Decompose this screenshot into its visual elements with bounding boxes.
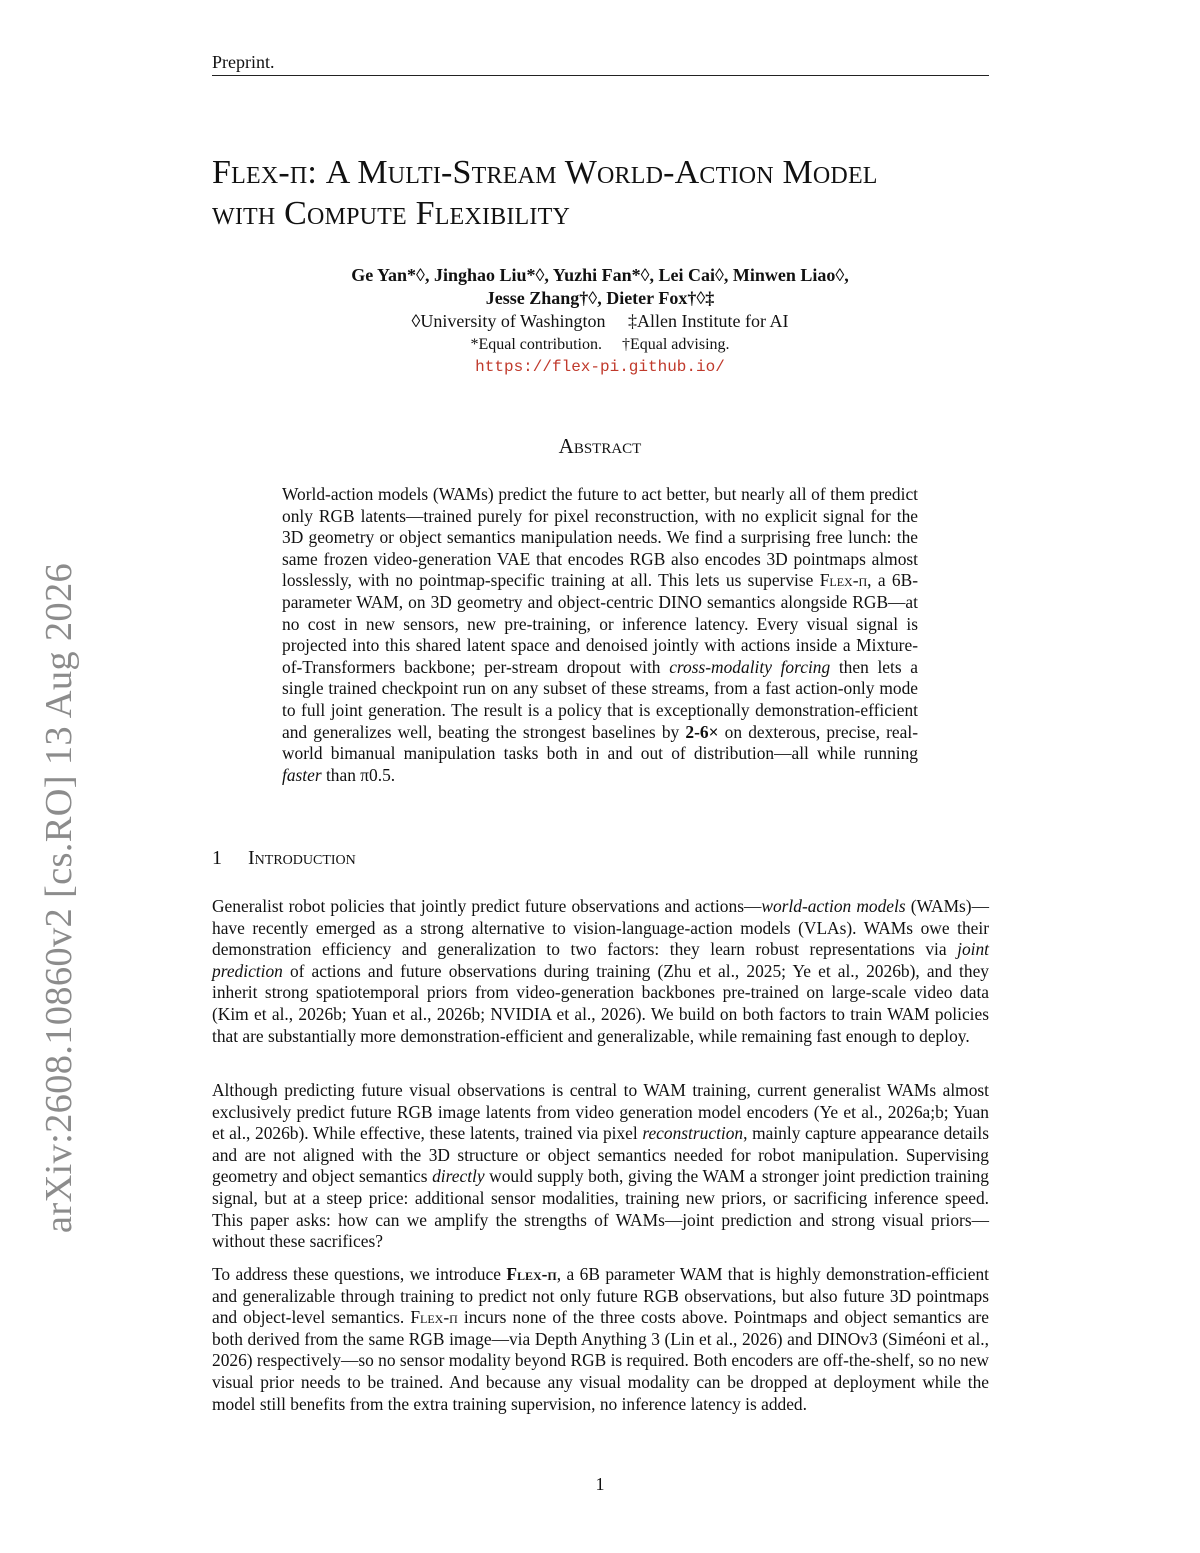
section-number: 1: [212, 847, 222, 869]
intro-paragraph-2: [212, 1080, 989, 1253]
model-name: Flex-π: [819, 570, 868, 591]
section-title: Introduction: [248, 847, 356, 869]
text-segment: (WAMs)—have recently emerged as a strong alternative to vision-language-action models (VLAs). WAMs owe their demonstration efficiency and generalization to two factors: they learn robust representations via: [212, 896, 989, 960]
author-block: [200, 264, 1000, 379]
text-emphasis: reconstruction: [642, 1123, 744, 1144]
authors-line-2: Jesse Zhang†◊, Dieter Fox†◊‡: [485, 288, 715, 308]
intro-paragraph-1: [212, 896, 989, 1047]
abstract-segment: , a 6B-parameter WAM, on 3D geometry and object-centric DINO semantics alongside RGB—at no cost in new sensors, new pre-training, or inference latency. Every visual signal is projected into this shared latent space and denoised jointly with actions inside a Mixture-of-Transformers backbone; per-stream dropout with: [282, 570, 918, 677]
text-segment: , a 6B parameter WAM that is highly demonstration-efficient and generalizable through training to predict not only future RGB observations, but also future 3D pointmaps and object-level semantics.: [212, 1264, 989, 1328]
abstract-segment: World-action models (WAMs) predict the future to act better, but nearly all of them predict only RGB latents—trained purely for pixel reconstruction, with no explicit signal for the 3D geometry or object semantics manipulation needs. We find a surprising free lunch: the same frozen video-generation VAE that encodes RGB also encodes 3D pointmaps almost losslessly, with no pointmap-specific training at all. This lets us supervise: [282, 484, 918, 591]
text-segment: would supply both, giving the WAM a stronger joint prediction training signal, but at a steep price: additional sensor modalities, training new priors, or sacrificing inference speed. This paper asks: how can we amplify the strengths of WAMs—joint prediction and strong visual priors—without these sacrifices?: [212, 1166, 989, 1252]
project-url-link[interactable]: https://flex-pi.github.io/: [475, 358, 725, 376]
text-segment: of actions and future observations during training (Zhu et al., 2025; Ye et al., 2026b), and they inherit strong spatiotemporal priors from video-generation backbones pre-trained on large-scale video data (Kim et al., 2026b; Yuan et al., 2026b; NVIDIA et al., 2026). We build on both factors to train WAM policies that are substantially more demonstration-efficient and generalizable, while remaining fast enough to deploy.: [212, 960, 989, 1046]
paper-title: [212, 152, 1012, 234]
title-line-2: with Compute Flexibility: [212, 195, 570, 232]
title-line-1: Flex-π: A Multi-Stream World-Action Model: [212, 154, 878, 191]
abstract-text: [282, 484, 918, 786]
model-name: Flex-π: [410, 1307, 458, 1328]
abstract-segment: then lets a single trained checkpoint run on any subset of these streams, from a fast action-only mode to full joint generation. The result is a policy that is exceptionally demonstration-efficient and generalizes well, beating the strongest baselines by: [282, 656, 918, 742]
text-emphasis: world-action models: [761, 896, 906, 916]
text-segment: Although predicting future visual observations is central to WAM training, current generalist WAMs almost exclusively predict future RGB image latents from video generation model encoders (Ye et al., 2026a;b; Yuan et al., 2026b). While effective, these latents, trained via pixel: [212, 1080, 989, 1144]
model-name-bold: Flex-π: [506, 1264, 557, 1284]
text-segment: Generalist robot policies that jointly predict future observations and actions—: [212, 896, 762, 916]
abstract-segment: on dexterous, precise, real-world bimanual manipulation tasks both in and out of distribution—all while running: [282, 721, 918, 764]
section-heading: [212, 847, 989, 870]
authors-line-1: Ge Yan*◊, Jinghao Liu*◊, Yuzhi Fan*◊, Lei Cai◊, Minwen Liao◊,: [351, 265, 849, 285]
arxiv-identifier-stamp: [24, 548, 94, 1248]
text-emphasis: directly: [432, 1166, 485, 1187]
affiliations: ◊University of Washington ‡Allen Institute for AI: [411, 311, 789, 331]
arxiv-identifier-text: arXiv:2608.10860v2 [cs.RO] 13 Aug 2026: [38, 562, 80, 1234]
abstract-emphasis: cross-modality forcing: [669, 656, 831, 677]
abstract-bold: 2-6×: [685, 721, 719, 742]
text-emphasis: joint prediction: [212, 939, 989, 981]
text-segment: incurs none of the three costs above. Pointmaps and object semantics are both derived from the same RGB image—via Depth Anything 3 (Lin et al., 2026) and DINOv3 (Siméoni et al., 2026) respectively—so no sensor modality beyond RGB is required. Both encoders are off-the-shelf, so no new visual prior needs to be trained. And because any visual modality can be dropped at deployment while the model still benefits from the extra training supervision, no inference latency is added.: [212, 1307, 989, 1414]
page-number: 1: [595, 1474, 605, 1494]
intro-paragraph-3: [212, 1264, 989, 1415]
text-segment: , mainly capture appearance details and are not aligned with the 3D structure or object semantics needed for robot manipulation. Supervising geometry and object semantics: [212, 1123, 989, 1187]
contribution-notes: *Equal contribution. †Equal advising.: [470, 336, 730, 353]
running-header: Preprint.: [212, 52, 989, 76]
abstract-segment: than π0.5.: [321, 764, 396, 785]
text-segment: To address these questions, we introduce: [212, 1264, 507, 1284]
abstract-emphasis: faster: [282, 764, 322, 785]
abstract-heading: Abstract: [558, 434, 642, 458]
